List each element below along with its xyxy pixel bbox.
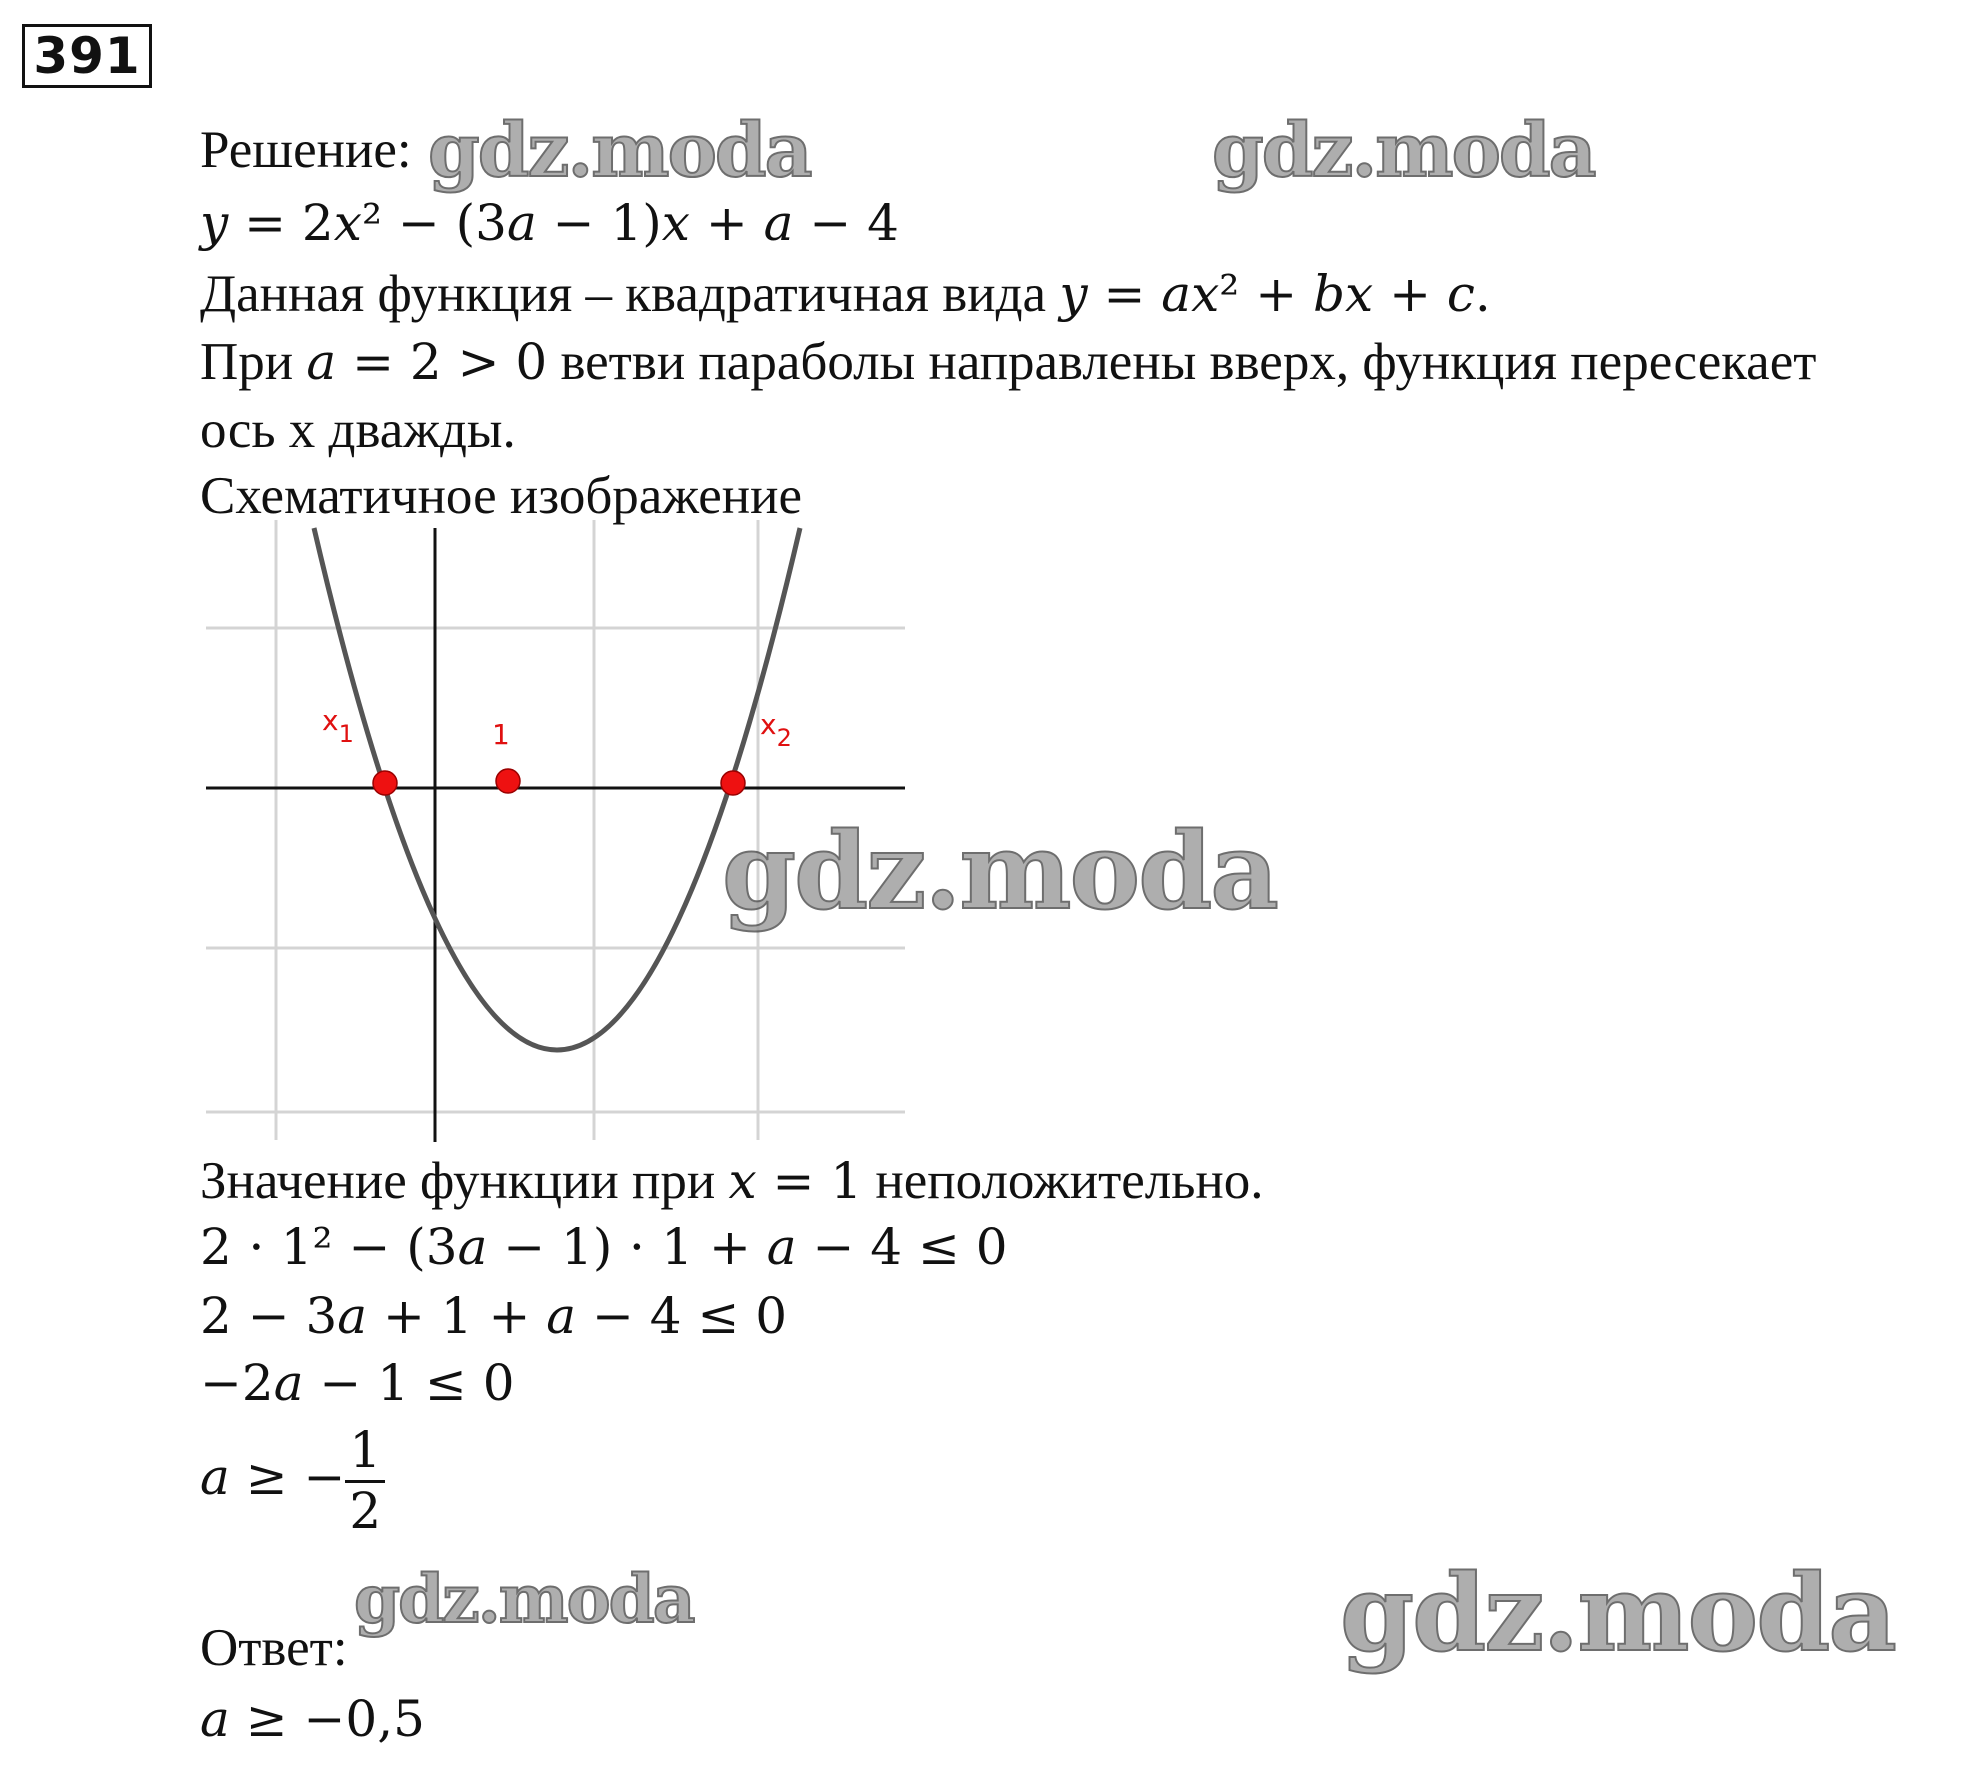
description-line bbox=[200, 265, 1491, 323]
label-x1: x bbox=[322, 704, 339, 737]
step-3: −2𝑎 − 1 ≤ 0 bbox=[200, 1354, 515, 1412]
step-4 bbox=[200, 1422, 385, 1540]
problem-number: 391 bbox=[22, 24, 152, 88]
value-text-post: неположительно. bbox=[862, 1152, 1264, 1210]
solution-label: Решение: bbox=[200, 121, 412, 179]
fraction-denominator: 2 bbox=[349, 1481, 382, 1540]
point-one bbox=[496, 769, 520, 793]
fraction bbox=[345, 1422, 385, 1540]
svg-text:x2 bbox=[760, 708, 792, 752]
branch-text-pre: При bbox=[200, 333, 307, 391]
answer-value: 𝑎 ≥ −0,5 bbox=[200, 1690, 425, 1748]
watermark: gdz.moda bbox=[428, 108, 811, 194]
branch-text-post: ветви параболы направлены вверх, функция пересекает bbox=[547, 333, 1817, 391]
watermark: gdz.moda bbox=[1340, 1550, 1895, 1675]
svg-text:x1 bbox=[322, 704, 354, 748]
function-formula: 𝑦 = 2𝑥² − (3𝑎 − 1)𝑥 + 𝑎 − 4 bbox=[200, 194, 899, 252]
fraction-numerator: 1 bbox=[345, 1422, 385, 1483]
label-x1-sub: 1 bbox=[338, 720, 354, 748]
label-x2: x bbox=[760, 708, 777, 741]
description-text: Данная функция – квадратичная вида bbox=[200, 265, 1060, 323]
step-1: 2 ⋅ 1² − (3𝑎 − 1) ⋅ 1 + 𝑎 − 4 ≤ 0 bbox=[200, 1218, 1008, 1276]
watermark: gdz.moda bbox=[1212, 108, 1595, 194]
root-point-x2 bbox=[721, 771, 745, 795]
schematic-label: Схематичное изображение bbox=[200, 467, 803, 525]
label-x2-sub: 2 bbox=[776, 724, 792, 752]
watermark: gdz.moda bbox=[354, 1560, 694, 1638]
general-form-formula: 𝑦 = 𝑎𝑥² + 𝑏𝑥 + 𝑐. bbox=[1059, 265, 1491, 323]
value-condition-line bbox=[200, 1152, 1264, 1210]
value-text-pre: Значение функции при bbox=[200, 1152, 729, 1210]
root-point-x1 bbox=[373, 771, 397, 795]
x-equals-one: 𝑥 = 1 bbox=[728, 1152, 863, 1210]
label-one: 1 bbox=[492, 718, 510, 751]
branch-line bbox=[200, 333, 1817, 391]
step-4-prefix: 𝑎 ≥ − bbox=[200, 1448, 346, 1506]
coefficient-condition: 𝑎 = 2 > 0 bbox=[306, 333, 548, 391]
step-2: 2 − 3𝑎 + 1 + 𝑎 − 4 ≤ 0 bbox=[200, 1287, 788, 1345]
branch-line-2: ось x дважды. bbox=[200, 401, 516, 459]
answer-label: Ответ: bbox=[200, 1619, 348, 1677]
watermark: gdz.moda bbox=[722, 808, 1277, 933]
